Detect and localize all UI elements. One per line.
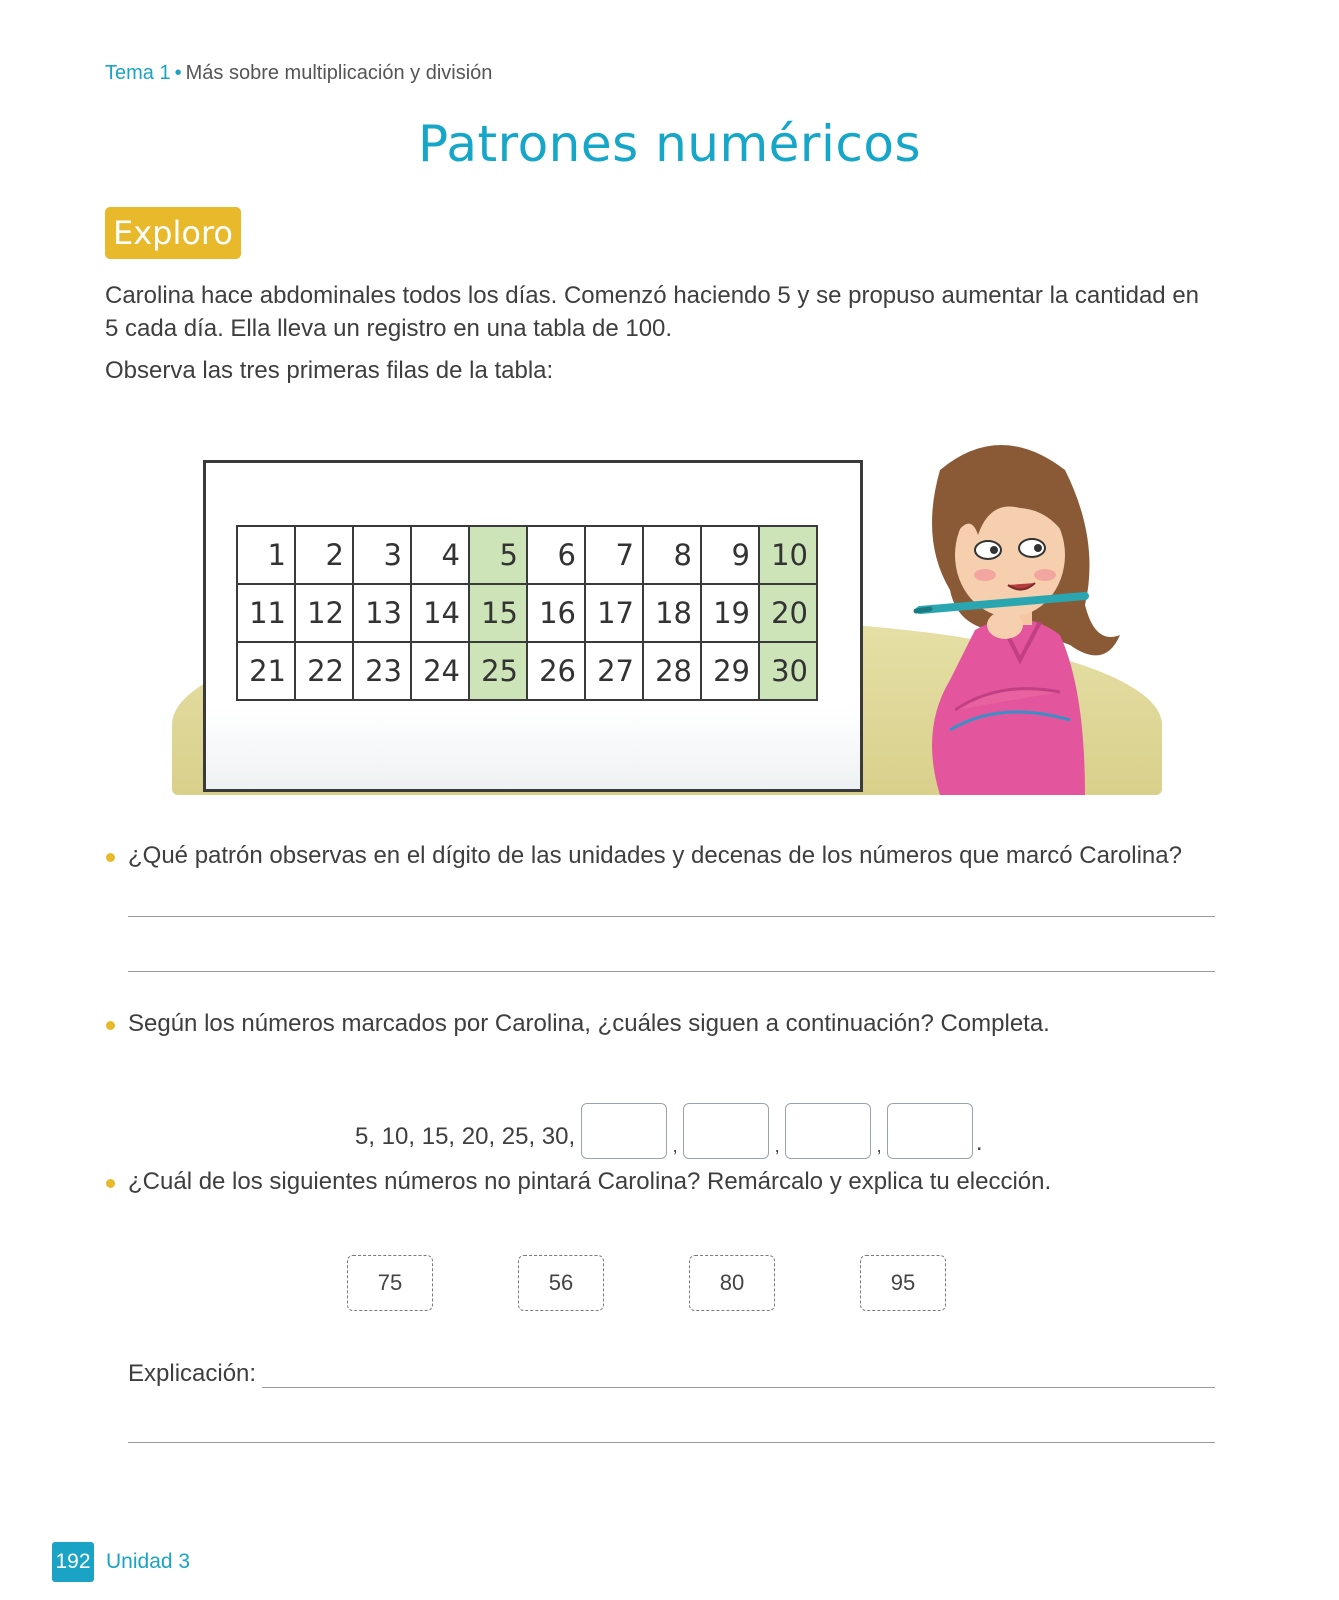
table-cell: 1 xyxy=(237,526,295,584)
topic-label: Tema 1 xyxy=(105,62,171,84)
table-cell: 15 xyxy=(469,584,527,642)
table-row xyxy=(237,526,817,584)
table-cell: 22 xyxy=(295,642,353,700)
table-cell: 26 xyxy=(527,642,585,700)
table-cell: 8 xyxy=(643,526,701,584)
sequence-answer-box[interactable] xyxy=(581,1103,667,1159)
question-text: ¿Qué patrón observas en el dígito de las unidades y decenas de los números que marcó Carolina? xyxy=(128,842,1182,869)
table-cell: 23 xyxy=(353,642,411,700)
sequence-start: 5, 10, 15, 20, 25, 30, xyxy=(355,1123,576,1150)
table-cell: 10 xyxy=(759,526,817,584)
page-header xyxy=(105,62,492,85)
illustration-scene xyxy=(160,430,1160,830)
sequence-comma: , xyxy=(774,1136,780,1156)
topic-subtitle: Más sobre multiplicación y división xyxy=(185,62,493,84)
sequence-period: . xyxy=(975,1129,983,1156)
question-sequence xyxy=(128,1010,1050,1038)
question-pattern xyxy=(128,842,1182,870)
choice-box[interactable]: 56 xyxy=(518,1255,604,1311)
table-cell: 24 xyxy=(411,642,469,700)
bullet-separator: • xyxy=(174,62,182,84)
unit-label: Unidad 3 xyxy=(106,1550,191,1573)
table-row xyxy=(237,584,817,642)
table-cell: 28 xyxy=(643,642,701,700)
table-cell: 9 xyxy=(701,526,759,584)
choice-box[interactable]: 80 xyxy=(689,1255,775,1311)
bullet-icon xyxy=(106,1021,115,1030)
table-cell: 17 xyxy=(585,584,643,642)
choice-box[interactable]: 75 xyxy=(347,1255,433,1311)
table-cell: 27 xyxy=(585,642,643,700)
table-row xyxy=(237,642,817,700)
intro-instruction: Observa las tres primeras filas de la tabla: xyxy=(105,357,554,384)
table-cell: 12 xyxy=(295,584,353,642)
answer-line[interactable] xyxy=(128,971,1215,972)
question-text: Según los números marcados por Carolina, ¿cuáles siguen a continuación? Completa. xyxy=(128,1010,1050,1037)
table-cell: 20 xyxy=(759,584,817,642)
explanation-label: Explicación: xyxy=(128,1360,257,1387)
sequence-answer-box[interactable] xyxy=(683,1103,769,1159)
girl-illustration xyxy=(880,430,1160,800)
table-cell: 11 xyxy=(237,584,295,642)
table-cell: 30 xyxy=(759,642,817,700)
question-choice xyxy=(128,1168,1051,1196)
table-cell: 6 xyxy=(527,526,585,584)
table-cell: 21 xyxy=(237,642,295,700)
table-cell: 14 xyxy=(411,584,469,642)
page-number: 192 xyxy=(52,1542,94,1582)
table-cell: 2 xyxy=(295,526,353,584)
table-cell: 5 xyxy=(469,526,527,584)
explanation-line[interactable] xyxy=(262,1387,1215,1388)
sequence-answer-box[interactable] xyxy=(887,1103,973,1159)
intro-paragraph: Carolina hace abdominales todos los días. Comenzó haciendo 5 y se propuso aumentar la cantidad en 5 cada día. Ella lleva un registro en una tabla de 100. xyxy=(105,282,1200,342)
table-cell: 19 xyxy=(701,584,759,642)
section-badge: Exploro xyxy=(105,207,241,259)
choice-box[interactable]: 95 xyxy=(860,1255,946,1311)
hundred-table xyxy=(236,525,818,701)
sequence-comma: , xyxy=(876,1136,882,1156)
answer-line[interactable] xyxy=(128,916,1215,917)
explanation-line[interactable] xyxy=(128,1442,1215,1443)
whiteboard xyxy=(203,460,863,792)
table-cell: 25 xyxy=(469,642,527,700)
sequence-row xyxy=(355,1099,985,1159)
question-text: ¿Cuál de los siguientes números no pintará Carolina? Remárcalo y explica tu elección. xyxy=(128,1168,1052,1195)
sequence-comma: , xyxy=(672,1136,678,1156)
table-cell: 13 xyxy=(353,584,411,642)
sequence-answer-box[interactable] xyxy=(785,1103,871,1159)
page-title: Patrones numéricos xyxy=(417,115,922,173)
table-cell: 16 xyxy=(527,584,585,642)
table-cell: 7 xyxy=(585,526,643,584)
table-cell: 4 xyxy=(411,526,469,584)
table-cell: 29 xyxy=(701,642,759,700)
table-cell: 18 xyxy=(643,584,701,642)
bullet-icon xyxy=(106,1179,115,1188)
bullet-icon xyxy=(106,853,115,862)
table-cell: 3 xyxy=(353,526,411,584)
